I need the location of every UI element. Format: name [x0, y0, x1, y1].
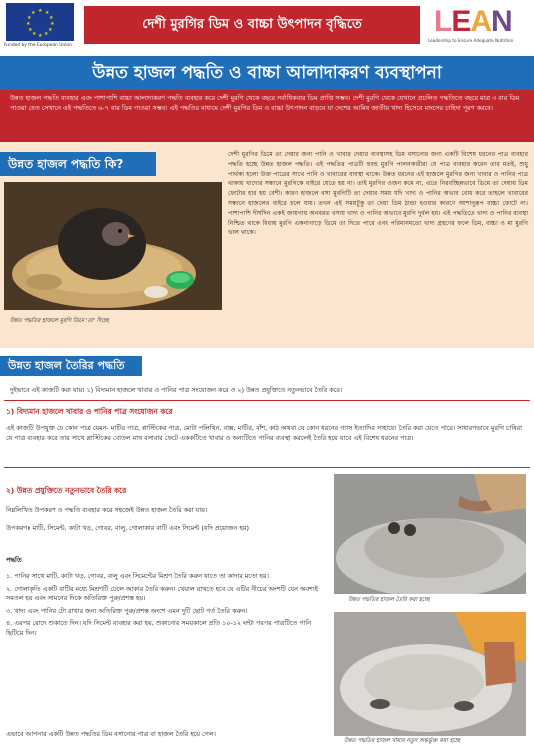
page-title: উন্নত হাজল পদ্ধতি ও বাচ্চা আলাদাকরণ ব্যবস্থাপনা [0, 56, 534, 90]
step-item: ২. গোলাকৃতি একটি বাটির মধ্যে মিশ্রণটি ঢেলে আকার তৈরি করুন। খেয়াল রাখতে হবে যে এটির নীচের অংশটি যেন অবশ্যই সমতল হয় এবং সামনের দিকে অতিরিক্ত পুরু/প্রশস্ত হয়। [6, 584, 318, 603]
making-hajol-photo [334, 474, 526, 594]
step-item: ১. পানির সাথে মাটি, কাটা খড়, গোবর, বালু এবং সিমেন্টের মিশ্রণ তৈরি করুন যাতে তা কাদার মতো হয়। [6, 572, 269, 580]
divider [4, 400, 530, 401]
photo3-caption: উন্নত পদ্ধতির হাজল খামার নতুন অন্তর্ভুক্ত করা হচ্ছে [344, 738, 461, 744]
lean-logo [426, 2, 530, 48]
method-label: পদ্ধতি [6, 556, 22, 564]
eu-caption: Funded by the European Union [4, 43, 72, 48]
hen-in-nest-photo [4, 182, 222, 310]
photo2-caption: উন্নত পদ্ধতির হাজল তৈরি করা হচ্ছে [348, 597, 430, 603]
divider [4, 467, 530, 468]
subsection1-heading: ১) বিদ্যমান হাজলে খাবার ও পানির পাত্র সংযোজন করে [6, 407, 173, 416]
lean-wordmark: LEAN [434, 5, 512, 38]
finished-hajol-photo [334, 612, 526, 736]
intro-paragraph: উন্নত হাজল পদ্ধতি ব্যবহার এবং পাশাপাশি বাচ্চা আলাদাকরণ পদ্ধতি ব্যবহার করে দেশী মুরগি থেকে বছরে সর্বাধিকবার ডিম প্রাপ্তি সম্ভব। দেশী মুরগি থেকে যেখানে প্রচলিত পদ্ধতিতে বছরে মাত্র ৩ বার ডিম পাওয়া যেত সেখানে এই পদ্ধতিতে ৬-৭ বার ডিম পাওয়া সম্ভব। এই পদ্ধতির মাধ্যমে দেশী মুরগির ডিম ও বাচ্চা উৎপাদন বাড়বে যা দেশের আমিষ জাতীয় খাদ্য হিসেবে মাংসের চাহিদা পূরণ করবে। [0, 90, 534, 142]
eu-flag-icon: ★ ★ ★ ★ ★ ★ ★ ★ ★ ★ ★ ★ [6, 3, 74, 41]
subsection2-body: নিম্নলিখিত উপকরণ ও পদ্ধতি ব্যবহার করে সহজেই উন্নত হাজল তৈরি করা যায়। [6, 506, 208, 514]
section2-heading: উন্নত হাজল তৈরির পদ্ধতি [0, 356, 142, 376]
subsection2-heading: ২) উন্নত প্রযুক্তিতে নতুনভাবে তৈরি করে [6, 486, 127, 495]
photo1-caption: উন্নত পদ্ধতির হাজলে মুরগি ডিমে 'তা' দিচ্ছে [10, 318, 109, 324]
header [0, 0, 534, 56]
section2-intro: দুইভাবে এই কাজটি করা যায়। ১) বিদ্যমান হাজলে খাবার ও পানির পাত্র সংযোজন করে ও ২) উন্নত প্রযুক্তিতে নতুনভাবে তৈরি করে। [10, 386, 343, 394]
steps-list [6, 572, 326, 642]
section1-heading: উন্নত হাজল পদ্ধতি কি? [0, 152, 156, 176]
step-item: ৩. খাদ্য এবং পানির টো রাখার জন্য অতিরিক্ত পুরু/প্রশস্ত অংশে এমন দুটি ছোট গর্ত তৈরি করুন। [6, 606, 248, 615]
header-banner: দেশী মুরগির ডিম ও বাচ্চা উৎপাদন বৃদ্ধিতে [84, 6, 420, 44]
subsection1-body: এই কাজটি উপযুক্ত যে কোন পাত্র যেমন- মাটির পাত্র, প্লাস্টিকের পাত্র, মোটা পলিথিন, বাক্স, মাটির, বাঁশ, কাঠ অথবা যে কোন ধরনের গ্যাস ইত্যাদির সাহায্যে তৈরি করা যেতে পারে। সাধারণভাবে মুরগি চাষিরা যে পাত্র ব্যবহার করে তার সাথে প্লাস্টিকের বোতল মাথ বসাবার ফেটে এককটিতে খাবার ও অন্যটিতে পানির ব্যবস্থা করলেই তৈরি হয়ে যাবে এই বিশেষ ধরনের পাত্র। [6, 424, 523, 442]
lean-tagline: Leadership to Ensure Adequate Nutrition [428, 38, 514, 43]
closing-line: এভাবে আপনার একটি উন্নত পদ্ধতির ডিম বসানোর পাত্র বা হাজল তৈরি হয়ে গেল। [6, 730, 216, 738]
step-item: ৪. এরপর রোদে শুকাতে দিন। যদি সিমেন্ট ব্যবহার করা হয়, শুকানোর সময়কালে প্রতি ১০-১২ ঘন্টা পরপর পাত্রটিতে পানি ছিটিয়ে দিন। [6, 619, 312, 638]
eu-logo [4, 3, 78, 47]
materials-list: উপকরণঃ মাটি, সিমেন্ট, কাটা খড়, গোবর, বালু, গোলাকার বাটি এবং সিমেন্ট (যদি প্রয়োজন হয়) [6, 524, 249, 532]
section1-body: দেশী মুরগির ডিমে তা দেয়ার জন্য পানি ও খাবার দেয়ার ব্যবস্থাসহ ডিম বসানোর জন্য একটি বিশেষ ধরনের পাত্র ব্যবহার পদ্ধতি হচ্ছে উন্নত হাজল পদ্ধতি। এই পদ্ধতির পাত্রটি হুবহু মুরগি পালনকারীরা যে পাত্র ব্যবহার করেন তার মতই, শুধু পার্থক্য হলো উক্ত পাত্রের সাথে পানি ও খাবারের ব্যবস্থা থাকে। উন্নত ধরনের এই হাজলে মুরগির জন্য খাবার ও পানির পাত্র থাকায় খাদ্যের সন্ধানে মুরগিকে বাইরে যেতে হয় না। তাই মুরগির ওজন কমে না, এতে নিরবচ্ছিন্নভাবে ডিমে তা দেয়ায় ডিম ফোটার হার হয় বেশী। কারণ হাজলে বসা মুরগিটি তা দেয়ার সময় যদি খাদ্য ও পানির অভাব বোধ করে তাহলে খাবারের সন্ধানে হাজলের বাইরে চলে যায়। তখন এই সময়টুকু তা দেয়া ডিম ঠান্ডা হওয়ার কারণে আশানুরূপ বাচ্চা ফোটে না। পাশাপাশি দীর্ঘদিন একই জায়গায় অনবরত বসায় খাদ্য ও পানির অভাবে মুরগি দুর্বল হয়। এই পদ্ধতিতে খাদ্য ও পানির ব্যবস্থা নিশ্চিত থাকে বিধায় মুরগি একনাগাড়ে ডিমে তা দিতে পারে এবং পরিমানমতো খাদ্য গ্রহণের ফলে ডিম, বাচ্চা ও মা মুরগি ভাল থাকে। [228, 151, 528, 237]
